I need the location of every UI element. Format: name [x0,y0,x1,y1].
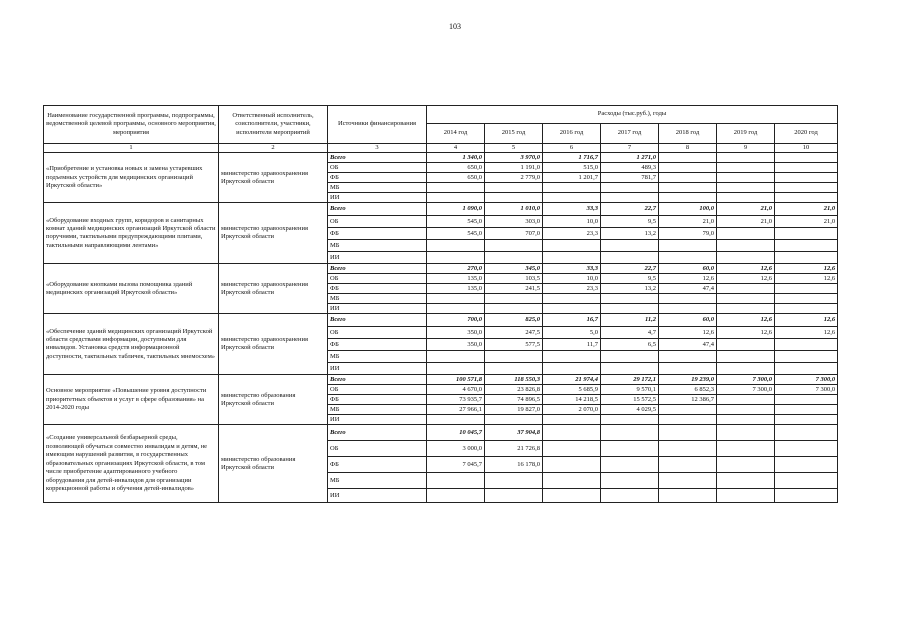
expense-value: 12,6 [775,327,838,339]
expense-value [427,351,485,363]
expense-value: 5,0 [543,327,601,339]
funding-source: ОБ [328,163,427,173]
expense-value [717,489,775,503]
expense-value: 33,3 [543,264,601,274]
funding-source: ФБ [328,228,427,240]
expense-value [717,405,775,415]
expense-value [659,425,717,441]
expense-value: 781,7 [601,173,659,183]
expense-value: 19 239,0 [659,375,717,385]
expense-value [427,294,485,304]
header-year: 2018 год [659,124,717,144]
header-year: 2016 год [543,124,601,144]
expense-value [427,363,485,375]
funding-source: Всего [328,375,427,385]
expense-value: 1 090,0 [427,203,485,216]
expense-value [485,351,543,363]
column-number: 2 [219,144,328,153]
expense-value [717,173,775,183]
expense-value: 12,6 [717,314,775,327]
block-total-row [44,153,838,163]
header-responsible-column: Ответственный исполнитель, соисполнители, участники, исполнители мероприятий [219,106,328,144]
expense-value [717,363,775,375]
expense-value [601,183,659,193]
expense-value [717,457,775,473]
expense-value [717,284,775,294]
expense-value [775,163,838,173]
expense-value [775,489,838,503]
expense-value [659,405,717,415]
expense-value [775,294,838,304]
expense-value: 23,3 [543,284,601,294]
expense-value: 2 779,0 [485,173,543,183]
expense-value [659,163,717,173]
expense-value [717,395,775,405]
expense-value [427,183,485,193]
expense-value [659,183,717,193]
column-number: 6 [543,144,601,153]
expense-value [601,304,659,314]
funding-source: ФБ [328,457,427,473]
header-year: 2019 год [717,124,775,144]
expense-value: 135,0 [427,274,485,284]
budget-table [43,105,838,503]
expense-value [659,193,717,203]
expense-value [427,473,485,489]
expense-value: 650,0 [427,163,485,173]
expense-value: 10 045,7 [427,425,485,441]
column-number: 4 [427,144,485,153]
expense-value [659,173,717,183]
header-source-column: Источники финансирования [328,106,427,144]
funding-source: ФБ [328,339,427,351]
expense-value: 12,6 [717,274,775,284]
expense-value: 707,0 [485,228,543,240]
measure-name: «Обеспечение зданий медицинских организаций Иркутской области средствами информации, доступными для инвалидов. Установка средств информационной доступности, тактильных табличек, тактильных мнемосхем» [44,314,219,375]
expense-value: 700,0 [427,314,485,327]
expense-value: 47,4 [659,284,717,294]
expense-value: 247,5 [485,327,543,339]
expense-value [427,240,485,252]
expense-value: 1 340,0 [427,153,485,163]
expense-value: 135,0 [427,284,485,294]
column-number: 1 [44,144,219,153]
responsible-executor: министерство здравоохранения Иркутской области [219,314,328,375]
expense-value: 7 300,0 [717,375,775,385]
expense-value: 19 827,0 [485,405,543,415]
expense-value: 6 852,3 [659,385,717,395]
funding-source: ИИ [328,489,427,503]
header-year: 2015 год [485,124,543,144]
expense-value: 5 685,9 [543,385,601,395]
expense-value: 33,3 [543,203,601,216]
expense-value [601,351,659,363]
expense-value: 350,0 [427,327,485,339]
expense-value [543,193,601,203]
column-number: 7 [601,144,659,153]
expense-value [775,473,838,489]
funding-source: Всего [328,153,427,163]
column-number: 8 [659,144,717,153]
expense-value: 12,6 [775,314,838,327]
expense-value: 1 191,0 [485,163,543,173]
measure-name: «Приобретение и установка новых и замена устаревших подъемных устройств для медицинских организаций Иркутской области» [44,153,219,203]
expense-value [485,183,543,193]
expense-value [717,351,775,363]
funding-source: Всего [328,425,427,441]
expense-value: 7 300,0 [717,385,775,395]
expense-value [775,457,838,473]
expense-value: 577,5 [485,339,543,351]
block-total-row [44,203,838,216]
expense-value [601,489,659,503]
expense-value [717,163,775,173]
expense-value [775,173,838,183]
funding-source: ИИ [328,415,427,425]
measure-name: «Создание универсальной безбарьерной среды, позволяющей обучаться совместно инвалидам и детям, не имеющим нарушений развития, в государственных образовательных организациях Иркутской области, в том числе приобретение адаптированного учебного оборудования для детей-инвалидов для организации коррекционной работы и обучения детей-инвалидов» [44,425,219,503]
expense-value [659,351,717,363]
header-year: 2017 год [601,124,659,144]
funding-source: ОБ [328,274,427,284]
expense-value [543,441,601,457]
expense-value: 10,0 [543,274,601,284]
column-number: 5 [485,144,543,153]
expense-value: 545,0 [427,216,485,228]
expense-value: 4 029,5 [601,405,659,415]
expense-value: 270,0 [427,264,485,274]
expense-value: 825,0 [485,314,543,327]
page-number: 103 [449,22,461,31]
responsible-executor: министерство образования Иркутской области [219,425,328,503]
expense-value: 1 716,7 [543,153,601,163]
funding-source: МБ [328,351,427,363]
expense-value: 241,5 [485,284,543,294]
expense-value [659,489,717,503]
expense-value [543,425,601,441]
expense-value: 21,0 [659,216,717,228]
expense-value: 303,0 [485,216,543,228]
expense-value [659,457,717,473]
funding-source: ОБ [328,385,427,395]
expense-value [485,415,543,425]
block-total-row [44,264,838,274]
measure-name: «Оборудование кнопками вызова помощника зданий медицинских организаций Иркутской области» [44,264,219,314]
block-total-row [44,425,838,441]
expense-value [601,415,659,425]
expense-value [775,351,838,363]
expense-value [717,339,775,351]
expense-value [485,489,543,503]
expense-value [427,252,485,264]
expense-value: 73 935,7 [427,395,485,405]
expense-value: 9,5 [601,274,659,284]
expense-value [775,193,838,203]
expense-value [485,193,543,203]
expense-value [775,395,838,405]
expense-value: 74 896,5 [485,395,543,405]
expense-value: 21 726,8 [485,441,543,457]
expense-value: 118 550,3 [485,375,543,385]
expense-value: 545,0 [427,228,485,240]
responsible-executor: министерство образования Иркутской области [219,375,328,425]
expense-value [543,252,601,264]
expense-value [485,363,543,375]
expense-value: 650,0 [427,173,485,183]
measure-name: Основное мероприятие «Повышение уровня доступности приоритетных объектов и услуг в сфере образования» на 2014-2020 годы [44,375,219,425]
expense-value [717,252,775,264]
expense-value [543,415,601,425]
expense-value: 100 571,8 [427,375,485,385]
expense-value: 16,7 [543,314,601,327]
expense-value [601,294,659,304]
expense-value: 47,4 [659,339,717,351]
expense-value [775,252,838,264]
expense-value [775,183,838,193]
expense-value [717,425,775,441]
expense-value [717,193,775,203]
expense-value [717,228,775,240]
expense-value: 37 904,8 [485,425,543,441]
header-expenses: Расходы (тыс.руб.), годы [427,106,838,124]
expense-value [717,294,775,304]
expense-value [543,363,601,375]
expense-value [659,294,717,304]
expense-value: 21,0 [717,203,775,216]
expense-value: 22,7 [601,264,659,274]
expense-value [717,240,775,252]
expense-value: 29 172,1 [601,375,659,385]
expense-value: 9 570,1 [601,385,659,395]
expense-value: 16 178,0 [485,457,543,473]
funding-source: Всего [328,203,427,216]
expense-value [717,153,775,163]
expense-value: 6,5 [601,339,659,351]
column-number: 10 [775,144,838,153]
responsible-executor: министерство здравоохранения Иркутской области [219,203,328,264]
expense-value: 12,6 [717,264,775,274]
expense-value [717,183,775,193]
expense-value: 7 300,0 [775,375,838,385]
expense-value: 60,0 [659,314,717,327]
expense-value [485,473,543,489]
expense-value [659,304,717,314]
funding-source: Всего [328,314,427,327]
expense-value [775,363,838,375]
funding-source: ИИ [328,304,427,314]
expense-value [427,304,485,314]
expense-value: 489,3 [601,163,659,173]
expense-value [427,489,485,503]
funding-source: ИИ [328,363,427,375]
expense-value [775,425,838,441]
block-total-row [44,375,838,385]
expense-value [659,240,717,252]
expense-value: 7 300,0 [775,385,838,395]
measure-name: «Оборудование входных групп, коридоров и санитарных комнат зданий медицинских организаций Иркутской области поручнями, тактильными предупреждающими плитами, тактильными направляющими лентами» [44,203,219,264]
funding-source: МБ [328,183,427,193]
funding-source: ИИ [328,252,427,264]
funding-source: Всего [328,264,427,274]
column-numbers-row [44,144,838,153]
expense-value: 4,7 [601,327,659,339]
expense-value [543,473,601,489]
funding-source: МБ [328,405,427,415]
expense-value: 13,2 [601,228,659,240]
expense-value [775,339,838,351]
expense-value: 23,3 [543,228,601,240]
expense-value [601,363,659,375]
expense-value: 1 271,0 [601,153,659,163]
expense-value: 515,0 [543,163,601,173]
header-name-column: Наименование государственной программы, подпрограммы, ведомственной целевой программы, основного мероприятия, мероприятия [44,106,219,144]
expense-value: 11,2 [601,314,659,327]
expense-value: 27 966,1 [427,405,485,415]
expense-value: 1 201,7 [543,173,601,183]
expense-value: 3 000,0 [427,441,485,457]
expense-value [601,457,659,473]
expense-value [427,193,485,203]
expense-value [717,441,775,457]
expense-value [775,304,838,314]
expense-value: 12,6 [659,274,717,284]
expense-value [485,252,543,264]
expense-value: 9,5 [601,216,659,228]
expense-value [543,240,601,252]
expense-value [775,228,838,240]
expense-value: 13,2 [601,284,659,294]
expense-value: 3 970,0 [485,153,543,163]
funding-source: ФБ [328,395,427,405]
expense-value: 2 070,0 [543,405,601,415]
expense-value [543,457,601,473]
expense-value: 15 572,5 [601,395,659,405]
expense-value [485,294,543,304]
expense-value [601,425,659,441]
funding-source: ФБ [328,173,427,183]
expense-value [543,351,601,363]
expense-value: 103,5 [485,274,543,284]
expense-value [601,240,659,252]
funding-source: МБ [328,240,427,252]
expense-value: 22,7 [601,203,659,216]
expense-value [775,153,838,163]
expense-value [601,252,659,264]
expense-value: 1 010,0 [485,203,543,216]
funding-source: ОБ [328,441,427,457]
expense-value [659,473,717,489]
expense-value [717,304,775,314]
expense-value [659,363,717,375]
expense-value: 350,0 [427,339,485,351]
expense-value: 79,0 [659,228,717,240]
expense-value [543,304,601,314]
funding-source: ОБ [328,327,427,339]
expense-value: 21 974,4 [543,375,601,385]
expense-value: 14 218,5 [543,395,601,405]
expense-value [717,415,775,425]
expense-value [659,153,717,163]
funding-source: ИИ [328,193,427,203]
expense-value [717,473,775,489]
header-year: 2020 год [775,124,838,144]
funding-source: МБ [328,473,427,489]
expense-value [485,240,543,252]
expense-value: 11,7 [543,339,601,351]
responsible-executor: министерство здравоохранения Иркутской области [219,153,328,203]
expense-value: 23 826,8 [485,385,543,395]
expense-value [775,441,838,457]
expense-value: 345,0 [485,264,543,274]
expense-value [543,489,601,503]
funding-source: МБ [328,294,427,304]
expense-value [427,415,485,425]
funding-source: ОБ [328,216,427,228]
expense-value: 7 045,7 [427,457,485,473]
expense-value [601,441,659,457]
expense-value: 60,0 [659,264,717,274]
expense-value: 21,0 [775,216,838,228]
funding-source: ФБ [328,284,427,294]
expense-value: 12,6 [775,264,838,274]
expense-value: 21,0 [775,203,838,216]
expense-value: 21,0 [717,216,775,228]
expense-value: 12 386,7 [659,395,717,405]
expense-value [543,294,601,304]
expense-value: 12,6 [717,327,775,339]
expense-value [775,284,838,294]
expense-value: 12,6 [775,274,838,284]
header-year: 2014 год [427,124,485,144]
expense-value [601,473,659,489]
expense-value: 10,0 [543,216,601,228]
expense-value [775,405,838,415]
expense-value [485,304,543,314]
expense-value [601,193,659,203]
expense-value [775,415,838,425]
column-number: 3 [328,144,427,153]
block-total-row [44,314,838,327]
column-number: 9 [717,144,775,153]
expense-value: 12,6 [659,327,717,339]
responsible-executor: министерство здравоохранения Иркутской области [219,264,328,314]
expense-value [775,240,838,252]
expense-value [659,415,717,425]
expense-value [659,441,717,457]
expense-value: 4 670,0 [427,385,485,395]
expense-value [543,183,601,193]
expense-value [659,252,717,264]
expense-value: 100,0 [659,203,717,216]
